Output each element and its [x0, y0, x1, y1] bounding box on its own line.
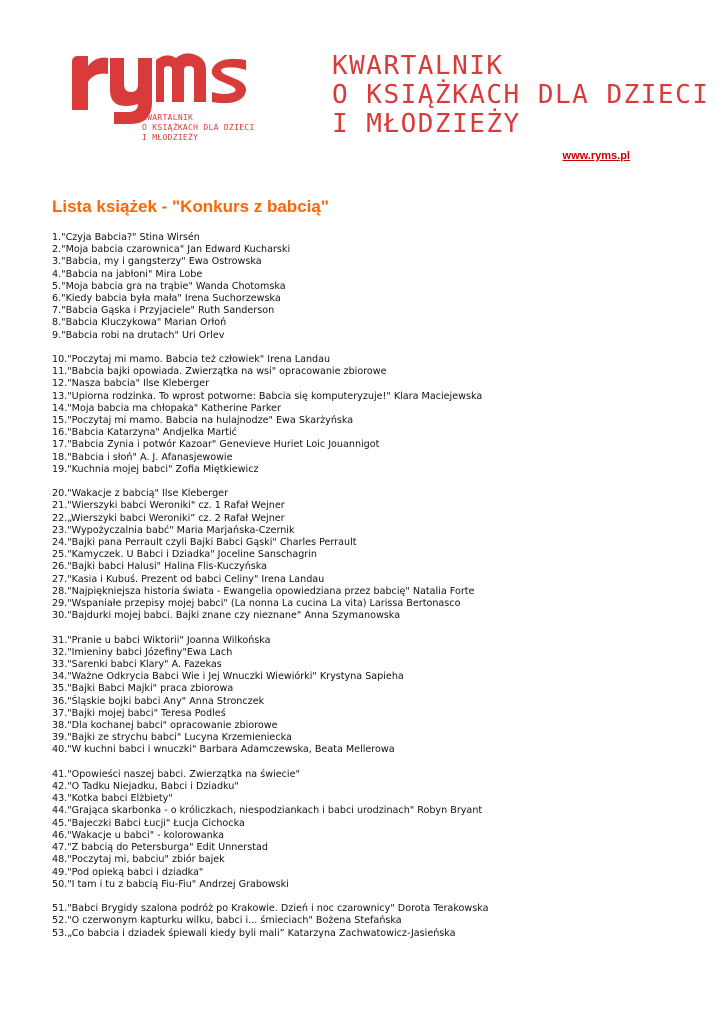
book-item: 8."Babcia Kluczykowa" Marian Orłoń — [52, 317, 227, 329]
page-title: Lista książek - "Konkurs z babcią" — [52, 197, 329, 216]
book-item: 14."Moja babcia ma chłopaka" Katherine Parker — [52, 402, 281, 414]
book-item: 15."Poczytaj mi mamo. Babcia na hulajnodze" Ewa Skarżyńska — [52, 415, 354, 427]
logo-subtitle: KWARTALNIK O KSIĄŻKACH DLA DZIECI I MŁODZIEŻY — [142, 113, 255, 142]
book-item: 48."Poczytaj mi, babciu" zbiór bajek — [52, 854, 225, 866]
book-item: 33."Sarenki babci Klary" A. Fazekas — [52, 659, 222, 671]
book-item: 13."Upiorna rodzinka. To wprost potworne: Babcia się komputeryzuje!" Klara Maciejewska — [52, 390, 483, 402]
book-item: 4."Babcia na jabłoni" Mira Lobe — [52, 268, 203, 280]
masthead-title: KWARTALNIK O KSIĄŻKACH DLA DZIECI I MŁODZIEŻY — [332, 51, 710, 139]
book-item: 25."Kamyczek. U Babci i Dziadka" Joceline Sanschagrin — [52, 549, 317, 561]
book-item: 10."Poczytaj mi mamo. Babcia też człowiek" Irena Landau — [52, 354, 331, 366]
book-item: 47."Z babcią do Petersburga" Edit Unnerstad — [52, 842, 268, 854]
book-item: 22.„Wierszyki babci Weroniki” cz. 2 Rafał Wejner — [52, 512, 285, 524]
book-item: 45."Bajeczki Babci Łucji" Łucja Cichocka — [52, 817, 245, 829]
book-item: 38."Dla kochanej babci" opracowanie zbiorowe — [52, 720, 278, 732]
book-item: 52."O czerwonym kapturku wilku, babci i... śmieciach" Bożena Stefańska — [52, 915, 402, 927]
book-item: 19."Kuchnia mojej babci" Zofia Miętkiewicz — [52, 463, 259, 475]
book-item: 18."Babcia i słoń" A. J. Afanasjewowie — [52, 451, 233, 463]
book-item: 50."I tam i tu z babcią Fiu-Fiu" Andrzej Grabowski — [52, 878, 289, 890]
book-item: 12."Nasza babcia" Ilse Kleberger — [52, 378, 210, 390]
book-item: 23."Wypożyczalnia babć" Maria Marjańska-Czernik — [52, 524, 295, 536]
book-item: 20."Wakacje z babcią" Ilse Kleberger — [52, 488, 229, 500]
book-item: 29."Wspaniałe przepisy mojej babci" (La nonna La cucina La vita) Larissa Bertonasco — [52, 598, 461, 610]
book-item: 41."Opowieści naszej babci. Zwierzątka na świecie" — [52, 768, 300, 780]
book-item: 17."Babcia Zynia i potwór Kazoar" Genevieve Huriet Loic Jouannigot — [52, 439, 380, 451]
book-item: 27."Kasia i Kubuś. Prezent od babci Celiny" Irena Landau — [52, 573, 325, 585]
book-item: 36."Śląskie bojki babci Any" Anna Stronczek — [52, 695, 265, 707]
book-group — [52, 903, 692, 940]
book-item: 2."Moja babcia czarownica" Jan Edward Kucharski — [52, 244, 291, 256]
book-item: 32."Imieniny babci Józefiny"Ewa Lach — [52, 646, 233, 658]
book-item: 42."O Tadku Niejadku, Babci i Dziadku" — [52, 781, 239, 793]
book-item: 30."Bajdurki mojej babci. Bajki znane czy nieznane" Anna Szymanowska — [52, 610, 401, 622]
book-item: 16."Babcia Katarzyna" Andjelka Martić — [52, 427, 237, 439]
book-item: 39."Bajki ze strychu babci" Lucyna Krzemieniecka — [52, 732, 292, 744]
ryms-logo — [64, 40, 254, 150]
book-item: 40."W kuchni babci i wnuczki" Barbara Adamczewska, Beata Mellerowa — [52, 744, 395, 756]
book-item: 7."Babcia Gąska i Przyjaciele" Ruth Sanderson — [52, 305, 275, 317]
book-group — [52, 354, 692, 476]
book-group — [52, 635, 692, 757]
book-item: 51."Babci Brygidy szalona podróż po Krakowie. Dzień i noc czarownicy" Dorota Terakowska — [52, 903, 489, 915]
book-item: 28."Najpiękniejsza historia świata - Ewangelia opowiedziana przez babcię" Natalia Forte — [52, 585, 475, 597]
book-item: 43."Kotka babci Elżbiety" — [52, 793, 173, 805]
book-group — [52, 769, 692, 891]
book-group — [52, 488, 692, 622]
book-item: 9."Babcia robi na drutach" Uri Orlev — [52, 329, 225, 341]
book-group — [52, 232, 692, 342]
book-item: 53.„Co babcia i dziadek śpiewali kiedy byli mali” Katarzyna Zachwatowicz-Jasieńska — [52, 927, 456, 939]
book-item: 5."Moja babcia gra na trąbie" Wanda Chotomska — [52, 280, 286, 292]
book-item: 34."Ważne Odkrycia Babci Wie i Jej Wnuczki Wiewiórki" Krystyna Sapieha — [52, 671, 404, 683]
book-item: 37."Bajki mojej babci" Teresa Podleś — [52, 707, 226, 719]
book-list — [52, 232, 692, 952]
book-item: 11."Babcia bajki opowiada. Zwierzątka na wsi" opracowanie zbiorowe — [52, 366, 387, 378]
book-item: 21."Wierszyki babci Weroniki" cz. 1 Rafał Wejner — [52, 500, 285, 512]
book-item: 44."Grająca skarbonka - o króliczkach, niespodziankach i babci urodzinach" Robyn Bryant — [52, 805, 483, 817]
book-item: 31."Pranie u babci Wiktorii" Joanna Wilkońska — [52, 634, 271, 646]
book-item: 46."Wakacje u babci" - kolorowanka — [52, 829, 224, 841]
website-link[interactable]: www.ryms.pl — [562, 150, 630, 162]
book-item: 1."Czyja Babcia?" Stina Wirsén — [52, 232, 200, 243]
book-item: 3."Babcia, my i gangsterzy" Ewa Ostrowska — [52, 256, 262, 268]
book-item: 49."Pod opieką babci i dziadka" — [52, 866, 204, 878]
book-item: 26."Bajki babci Halusi" Halina Flis-Kuczyńska — [52, 561, 268, 573]
book-item: 6."Kiedy babcia była mała" Irena Suchorzewska — [52, 293, 281, 305]
book-item: 24."Bajki pana Perrault czyli Bajki Babci Gąski" Charles Perrault — [52, 537, 357, 549]
book-item: 35."Bajki Babci Majki" praca zbiorowa — [52, 683, 234, 695]
